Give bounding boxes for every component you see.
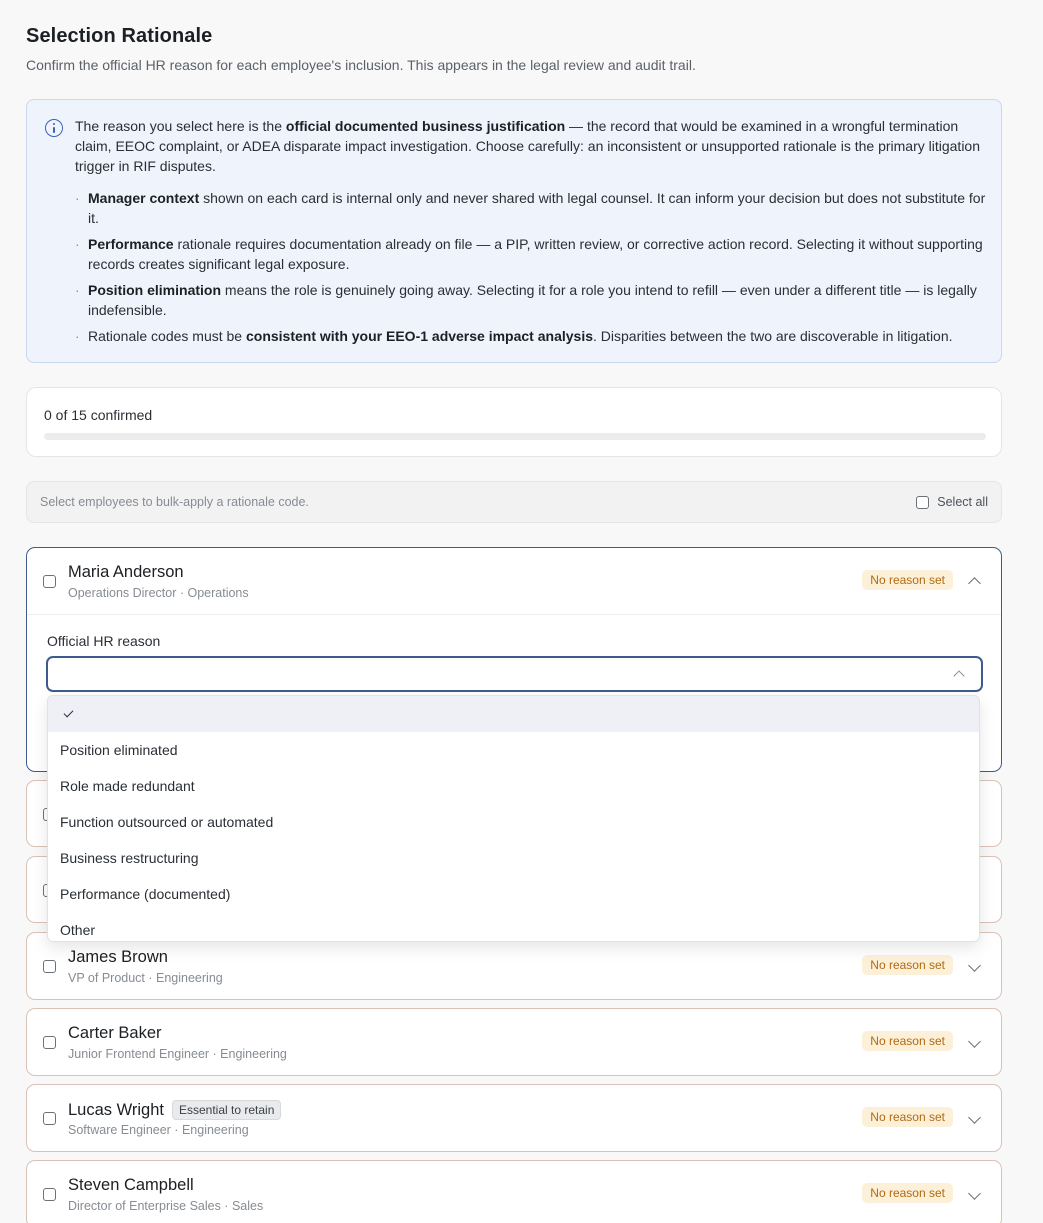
- dropdown-option[interactable]: Performance (documented): [60, 886, 231, 902]
- employee-role: Director of Enterprise Sales · Sales: [68, 1199, 264, 1213]
- employee-role: Junior Frontend Engineer · Engineering: [68, 1047, 287, 1061]
- chevron-down-icon[interactable]: [968, 959, 981, 972]
- employee-name: Carter Baker: [68, 1024, 162, 1042]
- chevron-down-icon[interactable]: [968, 1035, 981, 1048]
- employee-role: Software Engineer · Engineering: [68, 1123, 249, 1137]
- dropdown-option[interactable]: Role made redundant: [60, 778, 195, 794]
- check-icon: [64, 708, 74, 718]
- select-all-label: Select all: [937, 495, 988, 509]
- employee-checkbox[interactable]: [43, 1112, 56, 1125]
- page-title: Selection Rationale: [26, 25, 213, 47]
- reason-select[interactable]: [46, 656, 983, 692]
- select-all-toggle[interactable]: [916, 495, 988, 509]
- status-badge: No reason set: [862, 570, 953, 590]
- employee-name: James Brown: [68, 948, 168, 966]
- progress-bar: [44, 433, 986, 440]
- status-badge: No reason set: [862, 1031, 953, 1051]
- info-bullet: · Rationale codes must be consistent with your EEO-1 adverse impact analysis. Disparities between the two are discoverable in litigation.: [75, 326, 987, 346]
- chevron-down-icon[interactable]: [968, 1111, 981, 1124]
- bulk-apply-hint: Select employees to bulk-apply a rationale code.: [40, 495, 309, 509]
- dropdown-option[interactable]: Position eliminated: [60, 742, 178, 758]
- dropdown-option[interactable]: Function outsourced or automated: [60, 814, 274, 830]
- chevron-up-icon: [953, 670, 964, 681]
- employee-card[interactable]: [26, 1008, 1002, 1076]
- status-badge: No reason set: [862, 1183, 953, 1203]
- reason-dropdown-menu: [47, 695, 980, 942]
- info-bullet-list: [75, 188, 987, 352]
- employee-role: Operations Director · Operations: [68, 586, 249, 600]
- chevron-down-icon[interactable]: [968, 1187, 981, 1200]
- essential-tag: Essential to retain: [172, 1100, 281, 1120]
- page-subtitle: Confirm the official HR reason for each employee's inclusion. This appears in the legal review and audit trail.: [26, 57, 696, 73]
- employee-card[interactable]: [26, 932, 1002, 1000]
- employee-card[interactable]: [26, 1084, 1002, 1152]
- employee-name: Steven Campbell: [68, 1176, 194, 1194]
- employee-checkbox[interactable]: [43, 960, 56, 973]
- employee-checkbox[interactable]: [43, 1036, 56, 1049]
- status-badge: No reason set: [862, 955, 953, 975]
- bulk-apply-bar: [26, 481, 1002, 523]
- info-callout: [26, 99, 1002, 363]
- info-bullet: · Performance rationale requires documentation already on file — a PIP, written review, or corrective action record. Selecting it without supporting records creates significant legal exposure.: [75, 234, 987, 274]
- status-badge: No reason set: [862, 1107, 953, 1127]
- dropdown-option-empty[interactable]: [48, 696, 979, 732]
- info-lead-text: The reason you select here is the official documented business justification — the record that would be examined in a wrongful termination claim, EEOC complaint, or ADEA disparate impact investigation. Choose carefully: an inconsistent or unsupported rationale is the primary litigation trigger in RIF disputes.: [75, 118, 981, 174]
- progress-card: [26, 387, 1002, 457]
- employee-name: Lucas Wright Essential to retain: [68, 1100, 281, 1120]
- dropdown-option[interactable]: Business restructuring: [60, 850, 199, 866]
- select-all-checkbox[interactable]: [916, 496, 929, 509]
- info-icon: [45, 119, 63, 137]
- employee-role: VP of Product · Engineering: [68, 971, 223, 985]
- progress-label: 0 of 15 confirmed: [44, 407, 153, 423]
- card-divider: [27, 614, 1001, 615]
- employee-card[interactable]: [26, 1160, 1002, 1223]
- employee-checkbox[interactable]: [43, 1188, 56, 1201]
- reason-field-label: Official HR reason: [47, 633, 161, 649]
- dropdown-option[interactable]: Other: [60, 922, 96, 938]
- chevron-up-icon[interactable]: [968, 577, 981, 590]
- info-bullet: · Manager context shown on each card is internal only and never shared with legal counsel. It can inform your decision but does not substitute for it.: [75, 188, 987, 228]
- info-bullet: · Position elimination means the role is genuinely going away. Selecting it for a role you intend to refill — even under a different title — is legally indefensible.: [75, 280, 987, 320]
- employee-checkbox[interactable]: [43, 575, 56, 588]
- employee-name: Maria Anderson: [68, 563, 184, 581]
